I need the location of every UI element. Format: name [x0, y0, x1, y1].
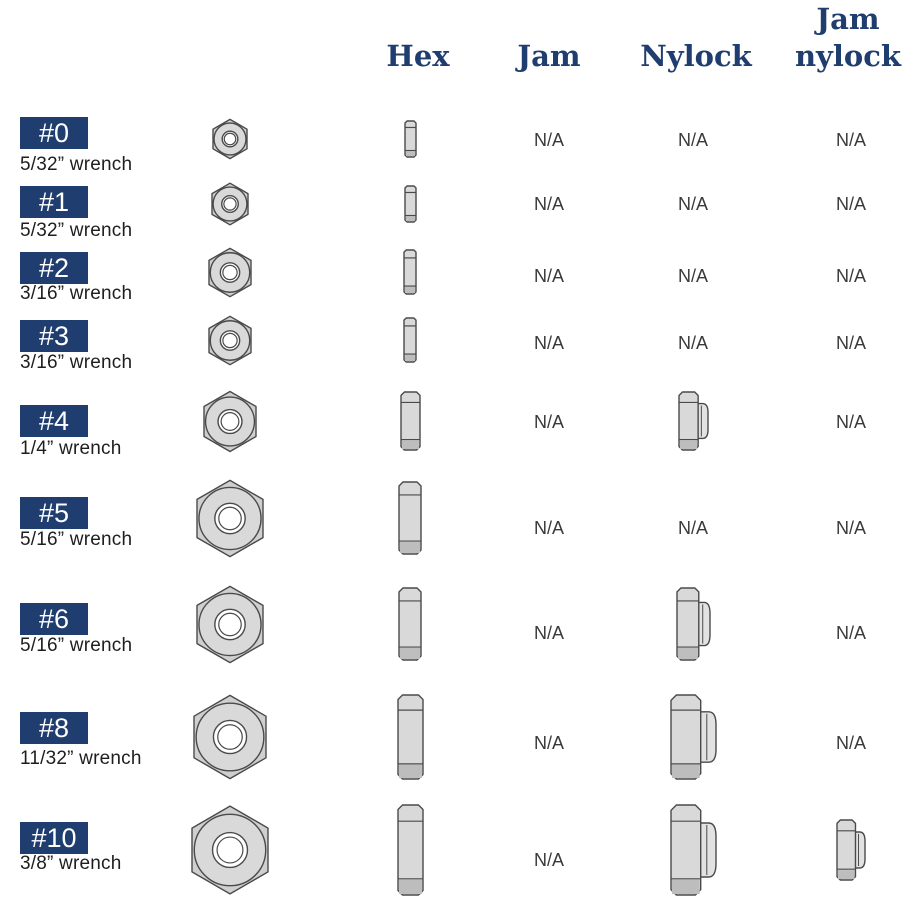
not-available-label: N/A: [533, 194, 564, 214]
not-available-label: N/A: [835, 266, 866, 286]
not-available-label: N/A: [533, 266, 564, 286]
not-available-label: N/A: [533, 518, 564, 538]
wrench-size-label: 11/32” wrench: [20, 748, 142, 769]
column-header-jam: Jam: [517, 39, 581, 73]
not-available-label: N/A: [835, 412, 866, 432]
nylock-nut-side-icon: [677, 390, 710, 452]
wrench-size-label: 3/16” wrench: [20, 352, 133, 373]
hex-nut-face-icon: [206, 245, 254, 300]
wrench-size-label: 3/16” wrench: [20, 283, 133, 304]
not-available-label: N/A: [835, 333, 866, 353]
hex-nut-face-icon: [209, 180, 251, 228]
size-badge: #3: [20, 320, 88, 352]
nylock-nut-side-icon: [669, 803, 718, 897]
not-available-label: N/A: [677, 518, 708, 538]
not-available-label: N/A: [533, 733, 564, 753]
not-available-label: N/A: [533, 130, 564, 150]
hex-nut-face-icon: [189, 803, 271, 897]
not-available-label: N/A: [835, 733, 866, 753]
not-available-label: N/A: [677, 194, 708, 214]
column-header-nylock: Nylock: [640, 39, 752, 73]
hex-nut-face-icon: [191, 692, 269, 782]
size-badge: #1: [20, 186, 88, 218]
not-available-label: N/A: [533, 623, 564, 643]
hex-nut-face-icon: [206, 313, 254, 368]
hex-nut-face-icon: [201, 388, 259, 455]
hex-nut-side-icon: [403, 119, 418, 159]
size-badge: #4: [20, 405, 88, 437]
size-badge: #10: [20, 822, 88, 854]
column-header-jam-nylock-line2: nylock: [794, 39, 902, 73]
hex-nut-side-icon: [396, 693, 425, 781]
hex-nut-side-icon: [397, 480, 423, 556]
not-available-label: N/A: [835, 194, 866, 214]
hex-nut-side-icon: [402, 248, 418, 296]
size-badge: #2: [20, 252, 88, 284]
hex-nut-side-icon: [403, 184, 418, 224]
not-available-label: N/A: [835, 130, 866, 150]
size-badge: #5: [20, 497, 88, 529]
wrench-size-label: 5/16” wrench: [20, 635, 133, 656]
size-badge: #6: [20, 603, 88, 635]
hex-nut-side-icon: [399, 390, 422, 452]
not-available-label: N/A: [835, 518, 866, 538]
not-available-label: N/A: [677, 130, 708, 150]
not-available-label: N/A: [533, 333, 564, 353]
not-available-label: N/A: [677, 333, 708, 353]
size-badge: #8: [20, 712, 88, 744]
wrench-size-label: 5/16” wrench: [20, 529, 133, 550]
jam-nylock-nut-side-icon: [835, 818, 867, 882]
wrench-size-label: 3/8” wrench: [20, 853, 122, 874]
not-available-label: N/A: [533, 412, 564, 432]
not-available-label: N/A: [533, 850, 564, 870]
size-badge: #0: [20, 117, 88, 149]
wrench-size-label: 5/32” wrench: [20, 154, 133, 175]
nylock-nut-side-icon: [675, 586, 712, 662]
hex-nut-side-icon: [396, 803, 425, 897]
hex-nut-face-icon: [194, 477, 266, 560]
hex-nut-side-icon: [397, 586, 423, 662]
not-available-label: N/A: [835, 623, 866, 643]
column-header-jam-nylock: [773, 1, 920, 75]
hex-nut-face-icon: [194, 583, 266, 666]
hex-nut-side-icon: [402, 316, 418, 364]
column-header-jam-nylock-line1: Jam: [816, 2, 880, 36]
wrench-size-label: 1/4” wrench: [20, 438, 122, 459]
column-header-hex: Hex: [386, 39, 450, 73]
wrench-size-label: 5/32” wrench: [20, 220, 133, 241]
hex-nut-face-icon: [210, 116, 250, 162]
not-available-label: N/A: [677, 266, 708, 286]
nylock-nut-side-icon: [669, 693, 718, 781]
